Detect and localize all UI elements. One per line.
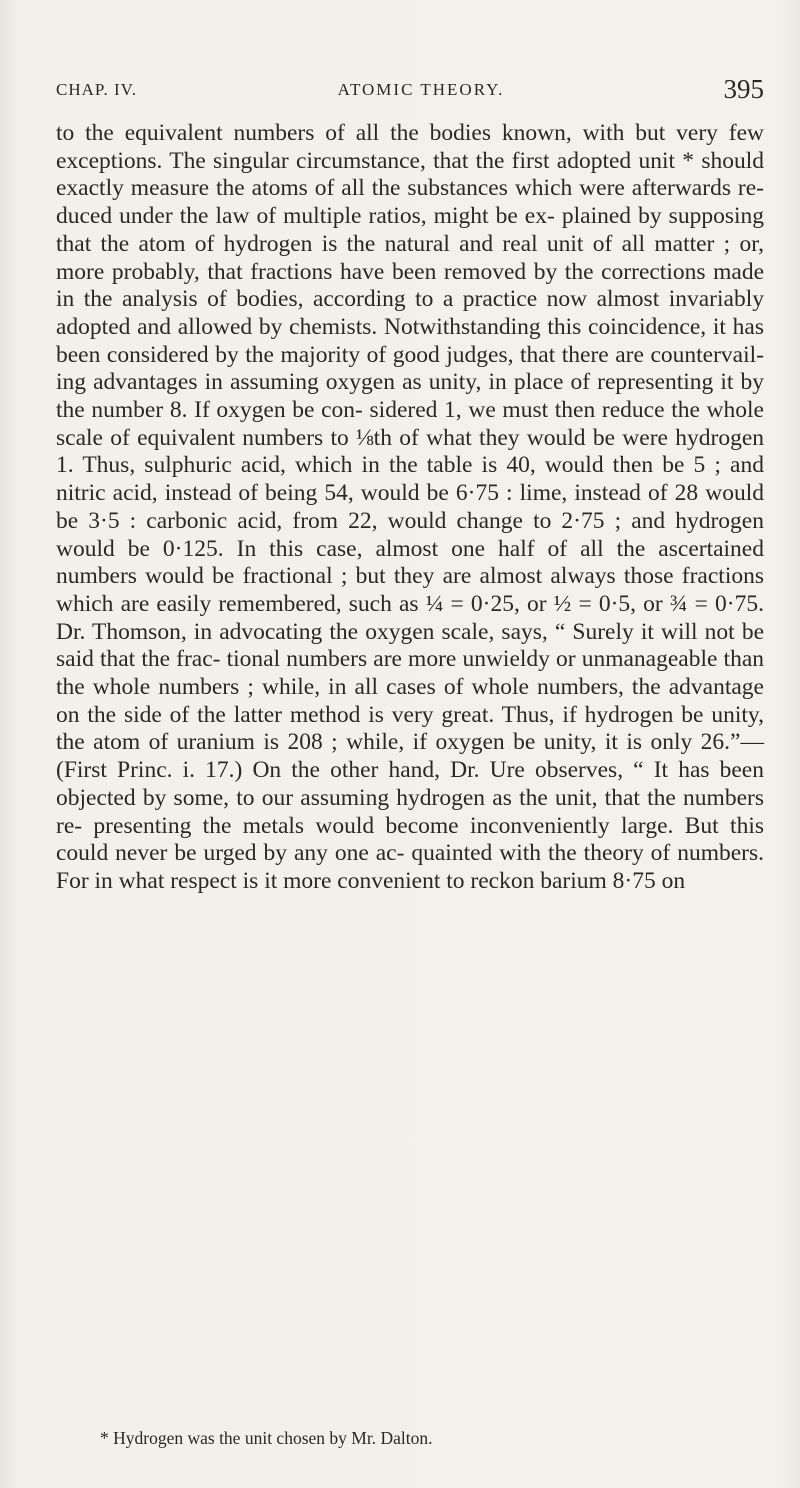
page-number: 395 xyxy=(723,74,764,104)
body-text xyxy=(56,120,764,896)
chapter-label: CHAP. IV. xyxy=(56,80,137,99)
running-title: ATOMIC THEORY. xyxy=(337,80,505,99)
paragraph: to the equivalent numbers of all the bodies known, with but very few exceptions. The singular circumstance, that the first adopted unit * should exactly measure the atoms of all the substances which were afterwards re- duced under the law of multiple ratios, might be ex- plained by supposing that the atom of hydrogen is the natural and real unit of all matter ; or, more probably, that fractions have been removed by the corrections made in the analysis of bodies, according to a practice now almost invariably adopted and allowed by chemists. Notwithstanding this coincidence, it has been considered by the majority of good judges, that there are countervail- ing advantages in assuming oxygen as unity, in place of representing it by the number 8. If oxygen be con- sidered 1, we must then reduce the whole scale of equivalent numbers to ⅛th of what they would be were hydrogen 1. Thus, sulphuric acid, which in the table is 40, would then be 5 ; and nitric acid, instead of being 54, would be 6·75 : lime, instead of 28 would be 3·5 : carbonic acid, from 22, would change to 2·75 ; and hydrogen would be 0·125. In this case, almost one half of all the ascertained numbers would be fractional ; but they are almost always those fractions which are easily remembered, such as ¼ = 0·25, or ½ = 0·5, or ¾ = 0·75. Dr. Thomson, in advocating the oxygen scale, says, “ Surely it will not be said that the frac- tional numbers are more unwieldy or unmanageable than the whole numbers ; while, in all cases of whole numbers, the advantage on the side of the latter method is very great. Thus, if hydrogen be unity, the atom of uranium is 208 ; while, if oxygen be unity, it is only 26.”—(First Princ. i. 17.) On the other hand, Dr. Ure observes, “ It has been objected by some, to our assuming hydrogen as the unit, that the numbers re- presenting the metals would become inconveniently large. But this could never be urged by any one ac- quainted with the theory of numbers. For in what respect is it more convenient to reckon barium 8·75 on xyxy=(56,120,764,894)
page-header xyxy=(56,76,764,116)
footnote: * Hydrogen was the unit chosen by Mr. Dalton. xyxy=(100,1428,433,1448)
